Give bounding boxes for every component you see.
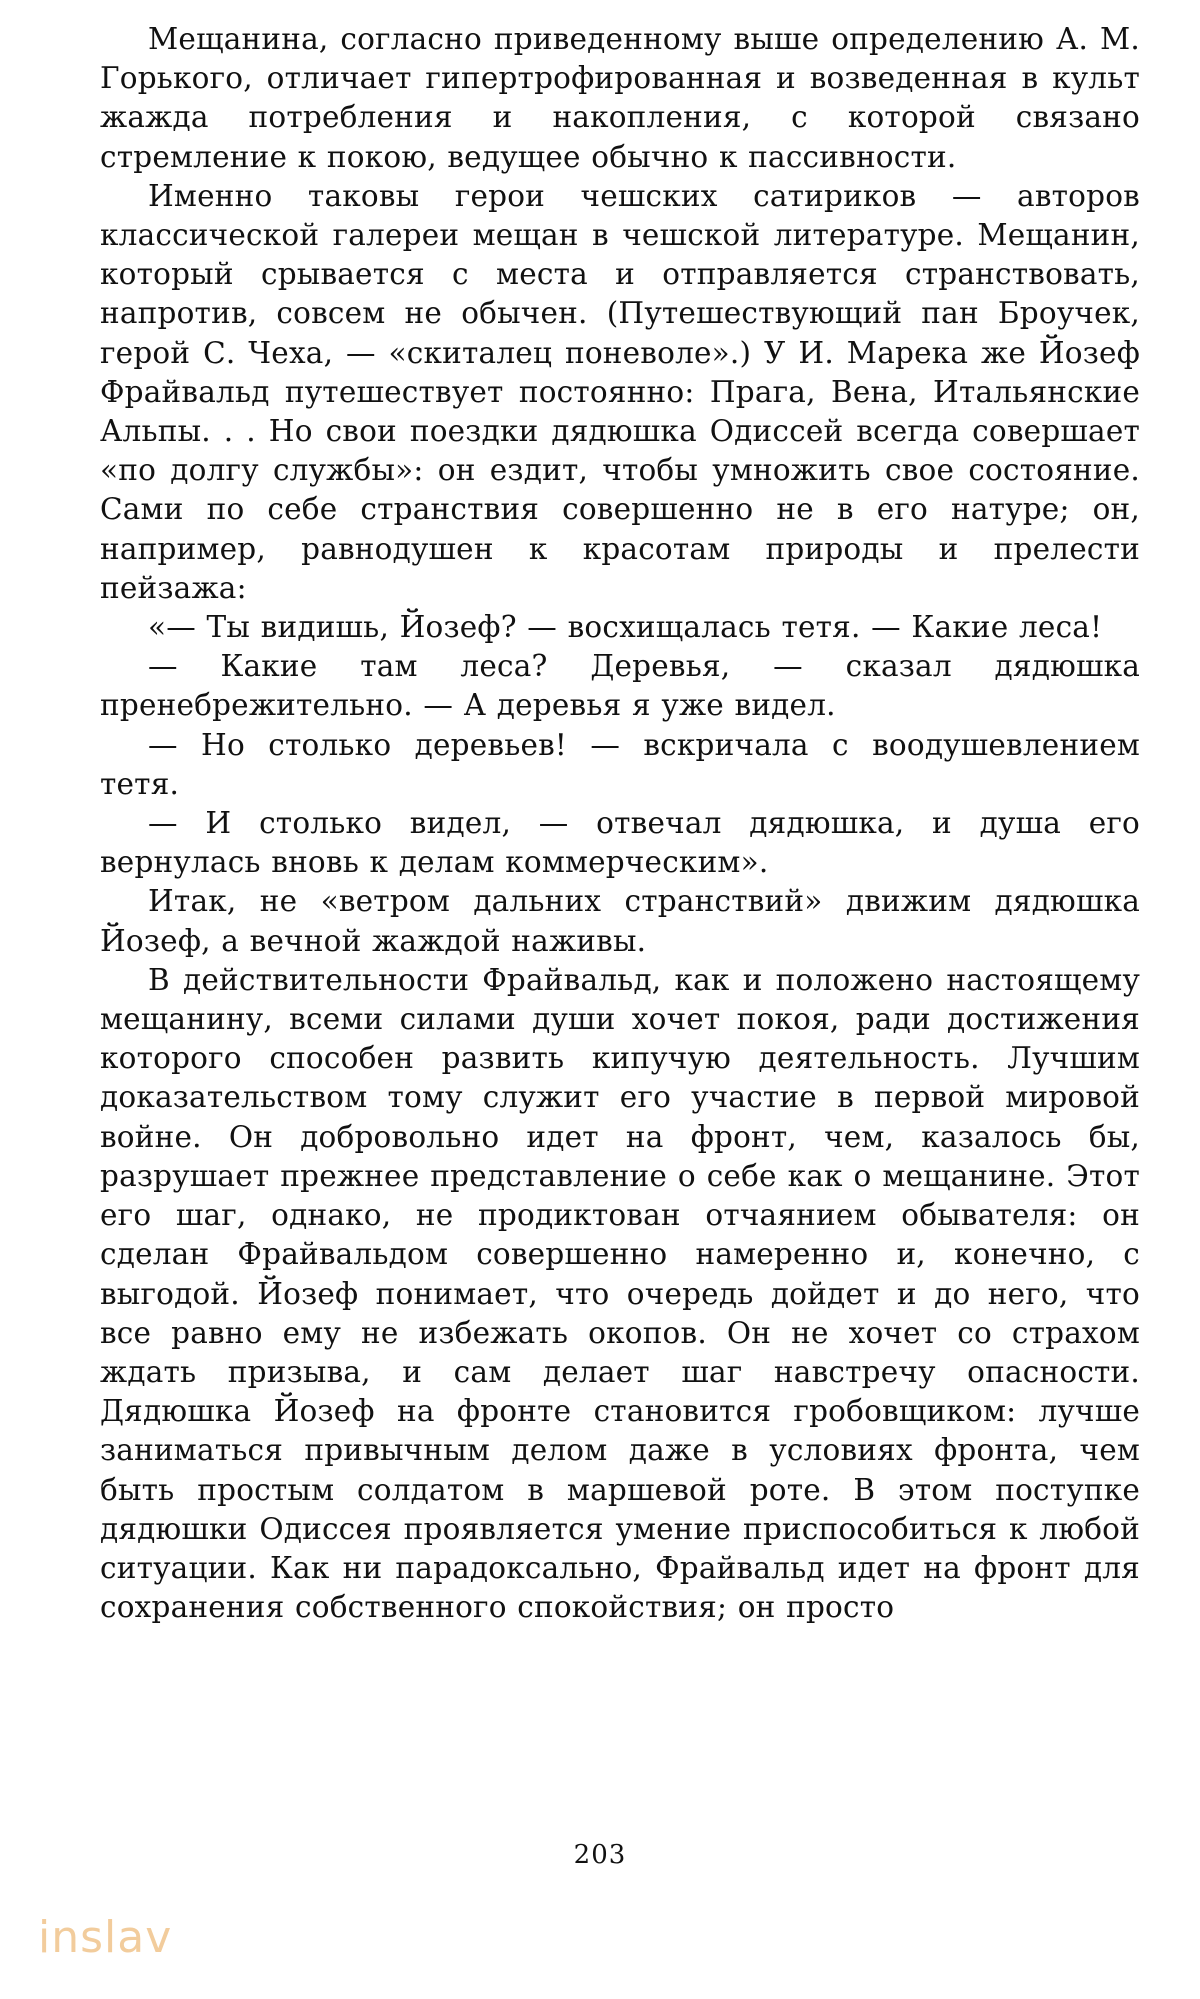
paragraph: — Но столько деревьев! — вскричала с воодушевлением тетя. xyxy=(100,727,1140,801)
text-column xyxy=(100,20,1140,1627)
paragraph: — И столько видел, — отвечал дядюшка, и душа его вернулась вновь к делам коммерческим». xyxy=(100,806,1140,880)
watermark: inslav xyxy=(38,1912,173,1963)
paragraph: Итак, не «ветром дальних странствий» движим дядюшка Йозеф, а вечной жаждой наживы. xyxy=(100,884,1140,958)
paragraph: «— Ты видишь, Йозеф? — восхищалась тетя. — Какие леса! xyxy=(148,610,1103,645)
paragraph: В действительности Фрайвальд, как и положено настоящему мещанину, всеми силами души хочет покоя, ради достижения которого способен развить кипучую деятельность. Лучшим доказательством тому служит его участие в первой мировой войне. Он добровольно идет на фронт, чем, казалось бы, разрушает прежнее представление о себе как о мещанине. Этот его шаг, однако, не продиктован отчаянием обывателя: он сделан Фрайвальдом совершенно намеренно и, конечно, с выгодой. Йозеф понимает, что очередь дойдет и до него, что все равно ему не избежать окопов. Он не хочет со страхом ждать призыва, и сам делает шаг навстречу опасности. Дядюшка Йозеф на фронте становится гробовщиком: лучше заниматься привычным делом даже в условиях фронта, чем быть простым солдатом в маршевой роте. В этом поступке дядюшки Одиссея проявляется умение приспособиться к любой ситуации. Как ни парадоксально, Фрайвальд идет на фронт для сохранения собственного спокойствия; он просто xyxy=(100,962,1140,1625)
paragraph: — Какие там леса? Деревья, — сказал дядюшка пренебрежительно. — А деревья я уже видел. xyxy=(100,649,1140,723)
paragraph: Именно таковы герои чешских сатириков — авторов классической галереи мещан в чешской литературе. Мещанин, который срывается с места и отправляется странствовать, напротив, совсем не обычен. (Путешествующий пан Броучек, герой С. Чеха, — «скиталец поневоле».) У И. Марека же Йозеф Фрайвальд путешествует постоянно: Прага, Вена, Итальянские Альпы. . . Но свои поездки дядюшка Одиссей всегда совершает «по долгу службы»: он ездит, чтобы умножить свое состояние. Сами по себе странствия совершенно не в его натуре; он, например, равнодушен к красотам природы и прелести пейзажа: xyxy=(100,178,1140,605)
paragraph: Мещанина, согласно приведенному выше определению А. М. Горького, отличает гипертрофированная и возведенная в культ жажда потребления и накопления, с которой связано стремление к покою, ведущее обычно к пассивности. xyxy=(100,22,1140,174)
page-number: 203 xyxy=(573,1840,627,1870)
